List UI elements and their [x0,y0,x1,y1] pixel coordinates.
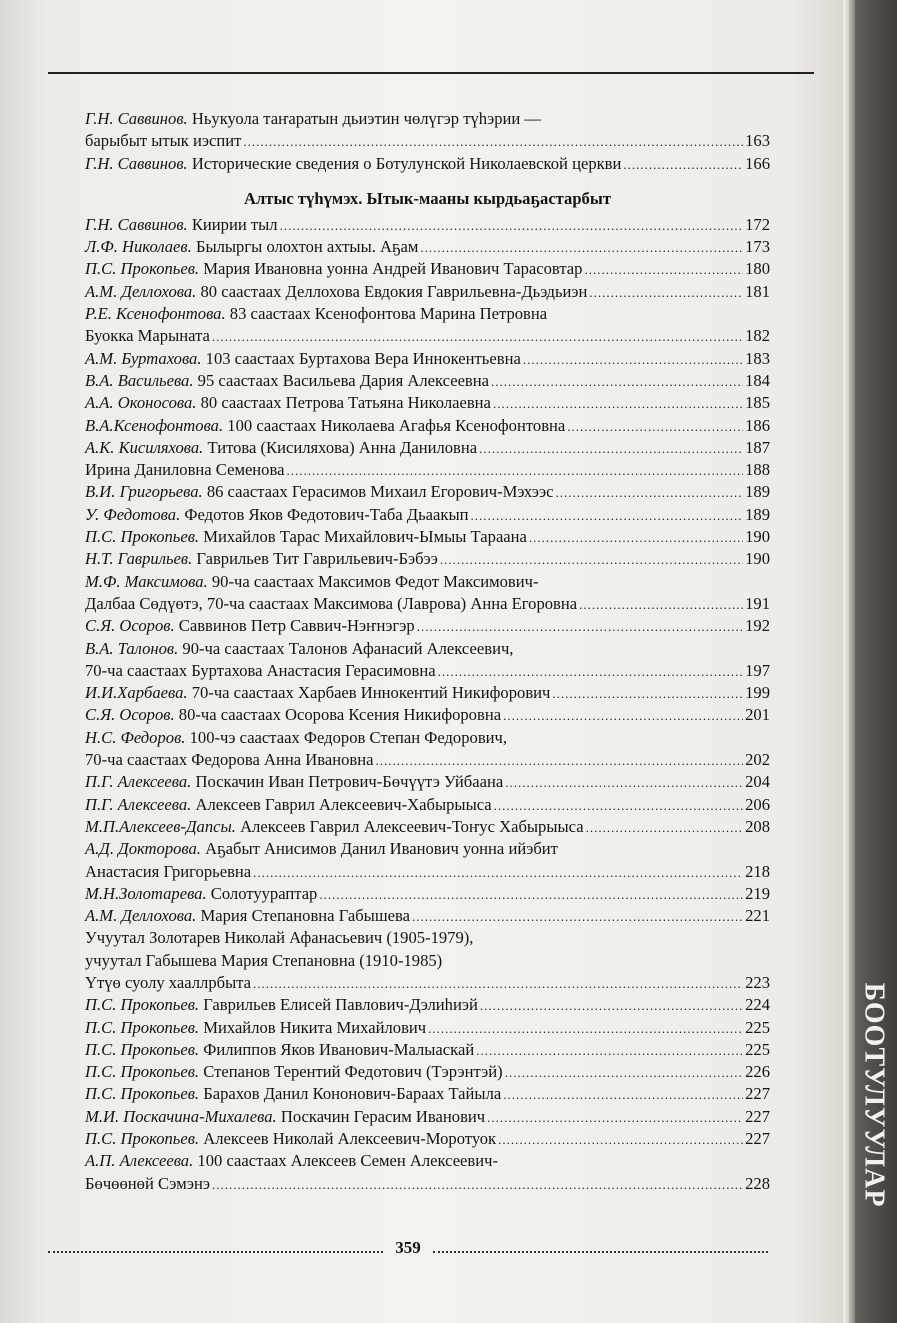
toc-author: П.С. Прокопьев. [85,995,200,1015]
toc-line [85,303,770,325]
toc-leader-dots [212,1174,743,1196]
toc-title: Аҕабыт Анисимов Данил Иванович уонна ийэбит [205,839,558,859]
toc-author: П.С. Прокопьев. [85,1017,200,1037]
toc-line [85,459,770,481]
toc-page-number: 172 [745,214,770,234]
toc-title: Алексеев Гаврил Алексеевич-Тоҥус Хабырыыса [240,816,584,836]
toc-page-number: 186 [745,415,770,435]
toc-title: Титова (Кисиляхова) Анна Даниловна [207,437,478,457]
toc-line [85,281,770,303]
table-of-contents [85,108,770,1195]
toc-title: 90-ча саастаах Максимов Федот Максимович- [211,571,539,591]
toc-page-number: 187 [745,437,770,457]
toc-leader-dots [487,1107,743,1129]
toc-title: 80-ча саастаах Осорова Ксения Никифоровна [178,705,502,725]
toc-page-number: 204 [745,772,770,792]
toc-entry [85,236,770,258]
toc-entry [85,415,770,437]
toc-line [85,348,770,370]
toc-leader-dots [471,505,744,527]
toc-page-number: 184 [745,370,770,390]
toc-title: 100-чэ саастаах Федоров Степан Федорович, [189,727,508,747]
toc-author: С.Я. Осоров. [85,616,175,636]
toc-title: Исторические сведения о Ботулунской Николаевской церкви [191,153,622,173]
header-rule [48,72,814,74]
toc-entry [85,303,770,348]
toc-author: Г.Н. Саввинов. [85,109,188,128]
toc-title: 83 саастаах Ксенофонтова Марина Петровна [229,304,548,324]
toc-author: П.С. Прокопьев. [85,259,200,279]
toc-title: Солотуураптар [210,883,318,903]
toc-leader-dots [552,683,743,705]
toc-entry [85,1017,770,1039]
toc-page-number: 225 [745,1039,770,1059]
toc-title: Киирии тыл [191,214,278,234]
toc-author: А.М. Деллохова. [85,906,197,926]
toc-author: М.Н.Золотарева. [85,883,207,903]
toc-entry [85,108,770,153]
toc-page-number: 227 [745,1129,770,1149]
toc-leader-dots [319,884,743,906]
toc-page-number: 190 [745,549,770,569]
toc-line [85,370,770,392]
toc-page-number: 173 [745,237,770,257]
toc-line [85,481,770,503]
toc-author: П.С. Прокопьев. [85,1062,200,1082]
toc-author: В.А. Васильева. [85,370,194,390]
toc-line [85,838,770,860]
toc-entry [85,794,770,816]
toc-title: барыбыт ытык иэспит [85,131,242,151]
toc-line [85,1083,770,1105]
toc-entry [85,526,770,548]
toc-line [85,325,770,347]
toc-title: Поскачин Иван Петрович-Бөчүүтэ Уйбаана [195,772,504,792]
toc-author: П.С. Прокопьев. [85,527,200,547]
toc-leader-dots [212,326,743,348]
toc-line [85,526,770,548]
toc-entry [85,481,770,503]
toc-leader-dots [243,131,743,153]
toc-entry [85,571,770,616]
toc-line [85,1150,770,1172]
toc-title: Федотов Яков Федотович-Таба Дьаакып [184,504,469,524]
toc-line [85,214,770,236]
toc-leader-dots [440,549,743,571]
toc-page-number: 201 [745,705,770,725]
toc-title: 100 саастаах Алексеев Семен Алексеевич- [197,1151,499,1171]
toc-line [85,615,770,637]
toc-page-number: 166 [745,153,770,173]
toc-line [85,749,770,771]
toc-page-number: 224 [745,995,770,1015]
toc-page-number: 181 [745,281,770,301]
page-number: 359 [395,1238,421,1257]
toc-leader-dots [412,906,743,928]
section-heading: Алтыс түһүмэх. Ытык-мааны кырдьаҕастарбыт [244,188,611,208]
toc-entry [85,682,770,704]
toc-author: П.С. Прокопьев. [85,1084,200,1104]
toc-leader-dots [505,772,743,794]
toc-line [85,771,770,793]
toc-author: В.А. Талонов. [85,638,179,658]
toc-author: В.А.Ксенофонтова. [85,415,224,435]
toc-line [85,727,770,749]
toc-title: Былыргы олохтон ахтыы. Аҕам [195,237,419,257]
toc-title: Мария Степановна Габышева [200,906,410,926]
toc-page-number: 190 [745,527,770,547]
toc-line [85,236,770,258]
toc-page-number: 183 [745,348,770,368]
toc-entry [85,727,770,772]
toc-title: Ньукуола таҥаратын дьиэтин чөлүгэр түһэрии — [191,109,541,128]
toc-title: Гаврильев Елисей Павлович-Дэлиһиэй [203,995,478,1015]
toc-entry [85,638,770,683]
toc-entry [85,1039,770,1061]
toc-author: В.И. Григорьева. [85,482,203,502]
toc-line [85,682,770,704]
toc-line [85,883,770,905]
toc-entry [85,1061,770,1083]
toc-line [85,927,770,949]
toc-page-number: 223 [745,972,770,992]
toc-leader-dots [579,594,743,616]
toc-title: учуутал Габышева Мария Степановна (1910-1985) [85,950,443,970]
toc-leader-dots [428,1018,743,1040]
toc-leader-dots [280,215,744,237]
toc-title: Барахов Данил Кононович-Бараах Тайыла [203,1084,502,1104]
toc-leader-dots [493,393,743,415]
toc-leader-dots [556,482,744,504]
toc-leader-dots [503,1084,743,1106]
toc-leader-dots [375,750,743,772]
toc-author: А.К. Кисиляхова. [85,437,204,457]
toc-author: П.Г. Алексеева. [85,794,192,814]
toc-line [85,571,770,593]
toc-page-number: 219 [745,883,770,903]
toc-entry [85,153,770,175]
toc-leader-dots [523,349,743,371]
toc-page-number: 192 [745,616,770,636]
toc-leader-dots [567,416,743,438]
toc-entry [85,459,770,481]
toc-line [85,638,770,660]
toc-entry [85,348,770,370]
toc-title: 95 саастаах Васильева Дария Алексеевна [197,370,490,390]
toc-line [85,704,770,726]
toc-line [85,660,770,682]
book-edge [849,0,897,1323]
toc-leader-dots [623,154,743,176]
toc-page-number: 218 [745,861,770,881]
toc-line [85,1017,770,1039]
toc-line [85,905,770,927]
toc-line [85,153,770,175]
toc-author: Н.С. Федоров. [85,727,186,747]
toc-title: Үтүө суолу хааллрбыта [85,972,252,992]
toc-author: Л.Ф. Николаев. [85,237,192,257]
toc-line [85,415,770,437]
toc-page-number: 188 [745,460,770,480]
toc-entry [85,1150,770,1195]
toc-author: Г.Н. Саввинов. [85,153,188,173]
footer-dots-right [433,1251,768,1253]
toc-title: Мария Ивановна уонна Андрей Иванович Тарасовтар [203,259,583,279]
toc-leader-dots [589,282,743,304]
toc-author: А.П. Алексеева. [85,1151,194,1171]
toc-title: Михайлов Тарас Михайлович-Ымыы Тараана [203,527,527,547]
toc-page-number: 206 [745,794,770,814]
toc-title: Гаврильев Тит Гаврильевич-Бэбээ [196,549,438,569]
toc-title: Далбаа Сөдүөтэ, 70-ча саастаах Максимова (Лаврова) Анна Егоровна [85,593,578,613]
toc-author: П.С. Прокопьев. [85,1039,200,1059]
toc-leader-dots [253,973,743,995]
toc-page-number: 189 [745,482,770,502]
toc-author: А.М. Буртахова. [85,348,202,368]
toc-title: Филиппов Яков Иванович-Малыаскай [203,1039,475,1059]
toc-entry [85,838,770,883]
toc-page-number: 228 [745,1173,770,1193]
toc-line [85,504,770,526]
toc-author: Н.Т. Гаврильев. [85,549,193,569]
toc-leader-dots [417,616,743,638]
toc-entry [85,771,770,793]
toc-title: Анастасия Григорьевна [85,861,252,881]
toc-entry [85,214,770,236]
toc-author: А.М. Деллохова. [85,281,197,301]
toc-entry [85,392,770,414]
toc-line [85,1106,770,1128]
toc-entry [85,1106,770,1128]
toc-page-number: 182 [745,326,770,346]
toc-author: П.С. Прокопьев. [85,1129,200,1149]
page-footer [48,1236,768,1260]
toc-entry [85,816,770,838]
toc-title: 103 саастаах Буртахова Вера Иннокентьевна [205,348,521,368]
footer-dots-left [48,1251,383,1253]
toc-title: 70-ча саастаах Харбаев Иннокентий Никифорович [191,683,551,703]
toc-title: Алексеев Николай Алексеевич-Моротуок [203,1129,497,1149]
toc-main-list [85,214,770,1195]
toc-page-number: 180 [745,259,770,279]
toc-leader-dots [494,795,743,817]
toc-title: 80 саастаах Деллохова Евдокия Гаврильевна-Дьэдьиэн [200,281,588,301]
toc-page-number: 199 [745,683,770,703]
toc-entry [85,504,770,526]
toc-page-number: 202 [745,750,770,770]
toc-title: Алексеев Гаврил Алексеевич-Хабырыыса [195,794,492,814]
side-tab-label: БООТУЛУУЛАР [858,982,889,1208]
toc-page-number: 225 [745,1017,770,1037]
toc-page-number: 227 [745,1084,770,1104]
toc-entry [85,548,770,570]
toc-author: А.Д. Докторова. [85,839,201,859]
toc-leader-dots [420,237,743,259]
toc-leader-dots [480,995,743,1017]
toc-title: Михайлов Никита Михайлович [203,1017,427,1037]
toc-page-number: 191 [745,593,770,613]
toc-entry [85,883,770,905]
toc-page-number: 189 [745,504,770,524]
toc-line [85,794,770,816]
toc-leader-dots [505,1062,743,1084]
toc-line [85,1128,770,1150]
toc-entry [85,1083,770,1105]
toc-author: Г.Н. Саввинов. [85,214,188,234]
toc-author: Р.Е. Ксенофонтова. [85,304,226,324]
toc-line [85,994,770,1016]
toc-title: Учуутал Золотарев Николай Афанасьевич (1905-1979), [85,928,474,948]
toc-title: 80 саастаах Петрова Татьяна Николаевна [200,393,491,413]
toc-page-number: 208 [745,816,770,836]
toc-line [85,1173,770,1195]
toc-leader-dots [529,527,743,549]
toc-line [85,392,770,414]
toc-title: 90-ча саастаах Талонов Афанасий Алексеевич, [182,638,514,658]
toc-line [85,593,770,615]
toc-entry [85,1128,770,1150]
toc-page-number: 163 [745,131,770,151]
toc-line [85,548,770,570]
toc-title: Ирина Даниловна Семенова [85,460,285,480]
toc-author: И.И.Харбаева. [85,683,188,703]
toc-entry [85,258,770,280]
toc-author: С.Я. Осоров. [85,705,175,725]
toc-page-number: 197 [745,660,770,680]
toc-author: У. Федотова. [85,504,181,524]
toc-title: 100 саастаах Николаева Агафья Ксенофонтовна [227,415,566,435]
toc-entry [85,704,770,726]
toc-leader-dots [586,817,744,839]
toc-leader-dots [286,460,743,482]
toc-title: Степанов Терентий Федотович (Тэрэнтэй) [203,1062,503,1082]
toc-entry [85,281,770,303]
toc-title: Саввинов Петр Саввич-Нэҥнэгэр [178,616,415,636]
toc-line [85,258,770,280]
toc-title: Бөчөөнөй Сэмэнэ [85,1173,211,1193]
toc-author: М.П.Алексеев-Дапсы. [85,816,236,836]
toc-line [85,816,770,838]
toc-line [85,130,770,152]
toc-line [85,1061,770,1083]
toc-page-number: 221 [745,906,770,926]
toc-entry [85,437,770,459]
toc-author: М.И. Поскачина-Михалева. [85,1106,277,1126]
toc-leader-dots [253,862,743,884]
toc-entry [85,994,770,1016]
toc-entry [85,927,770,994]
toc-author: П.Г. Алексеева. [85,772,192,792]
side-tab [855,975,891,1215]
toc-leader-dots [584,259,743,281]
toc-page-number: 227 [745,1106,770,1126]
toc-leader-dots [476,1040,743,1062]
toc-leader-dots [503,705,743,727]
toc-title: Поскачин Герасим Иванович [280,1106,486,1126]
toc-page-number: 226 [745,1062,770,1082]
toc-leader-dots [498,1129,743,1151]
toc-leader-dots [438,661,744,683]
toc-title: Буокка Марыната [85,326,210,346]
toc-title: 70-ча саастаах Федорова Анна Ивановна [85,750,374,770]
toc-author: А.А. Оконосова. [85,393,197,413]
toc-line [85,108,770,130]
toc-title: 70-ча саастаах Буртахова Анастасия Герасимовна [85,660,436,680]
toc-line [85,950,770,972]
toc-leader-dots [491,371,743,393]
toc-entry [85,615,770,637]
toc-line [85,1039,770,1061]
toc-title: 86 саастаах Герасимов Михаил Егорович-Мэхээс [206,482,554,502]
toc-entry [85,905,770,927]
toc-leader-dots [479,438,743,460]
toc-page-number: 185 [745,393,770,413]
toc-entry [85,370,770,392]
toc-line [85,861,770,883]
toc-line [85,437,770,459]
toc-top-list [85,108,770,175]
toc-author: М.Ф. Максимова. [85,571,208,591]
toc-line [85,972,770,994]
